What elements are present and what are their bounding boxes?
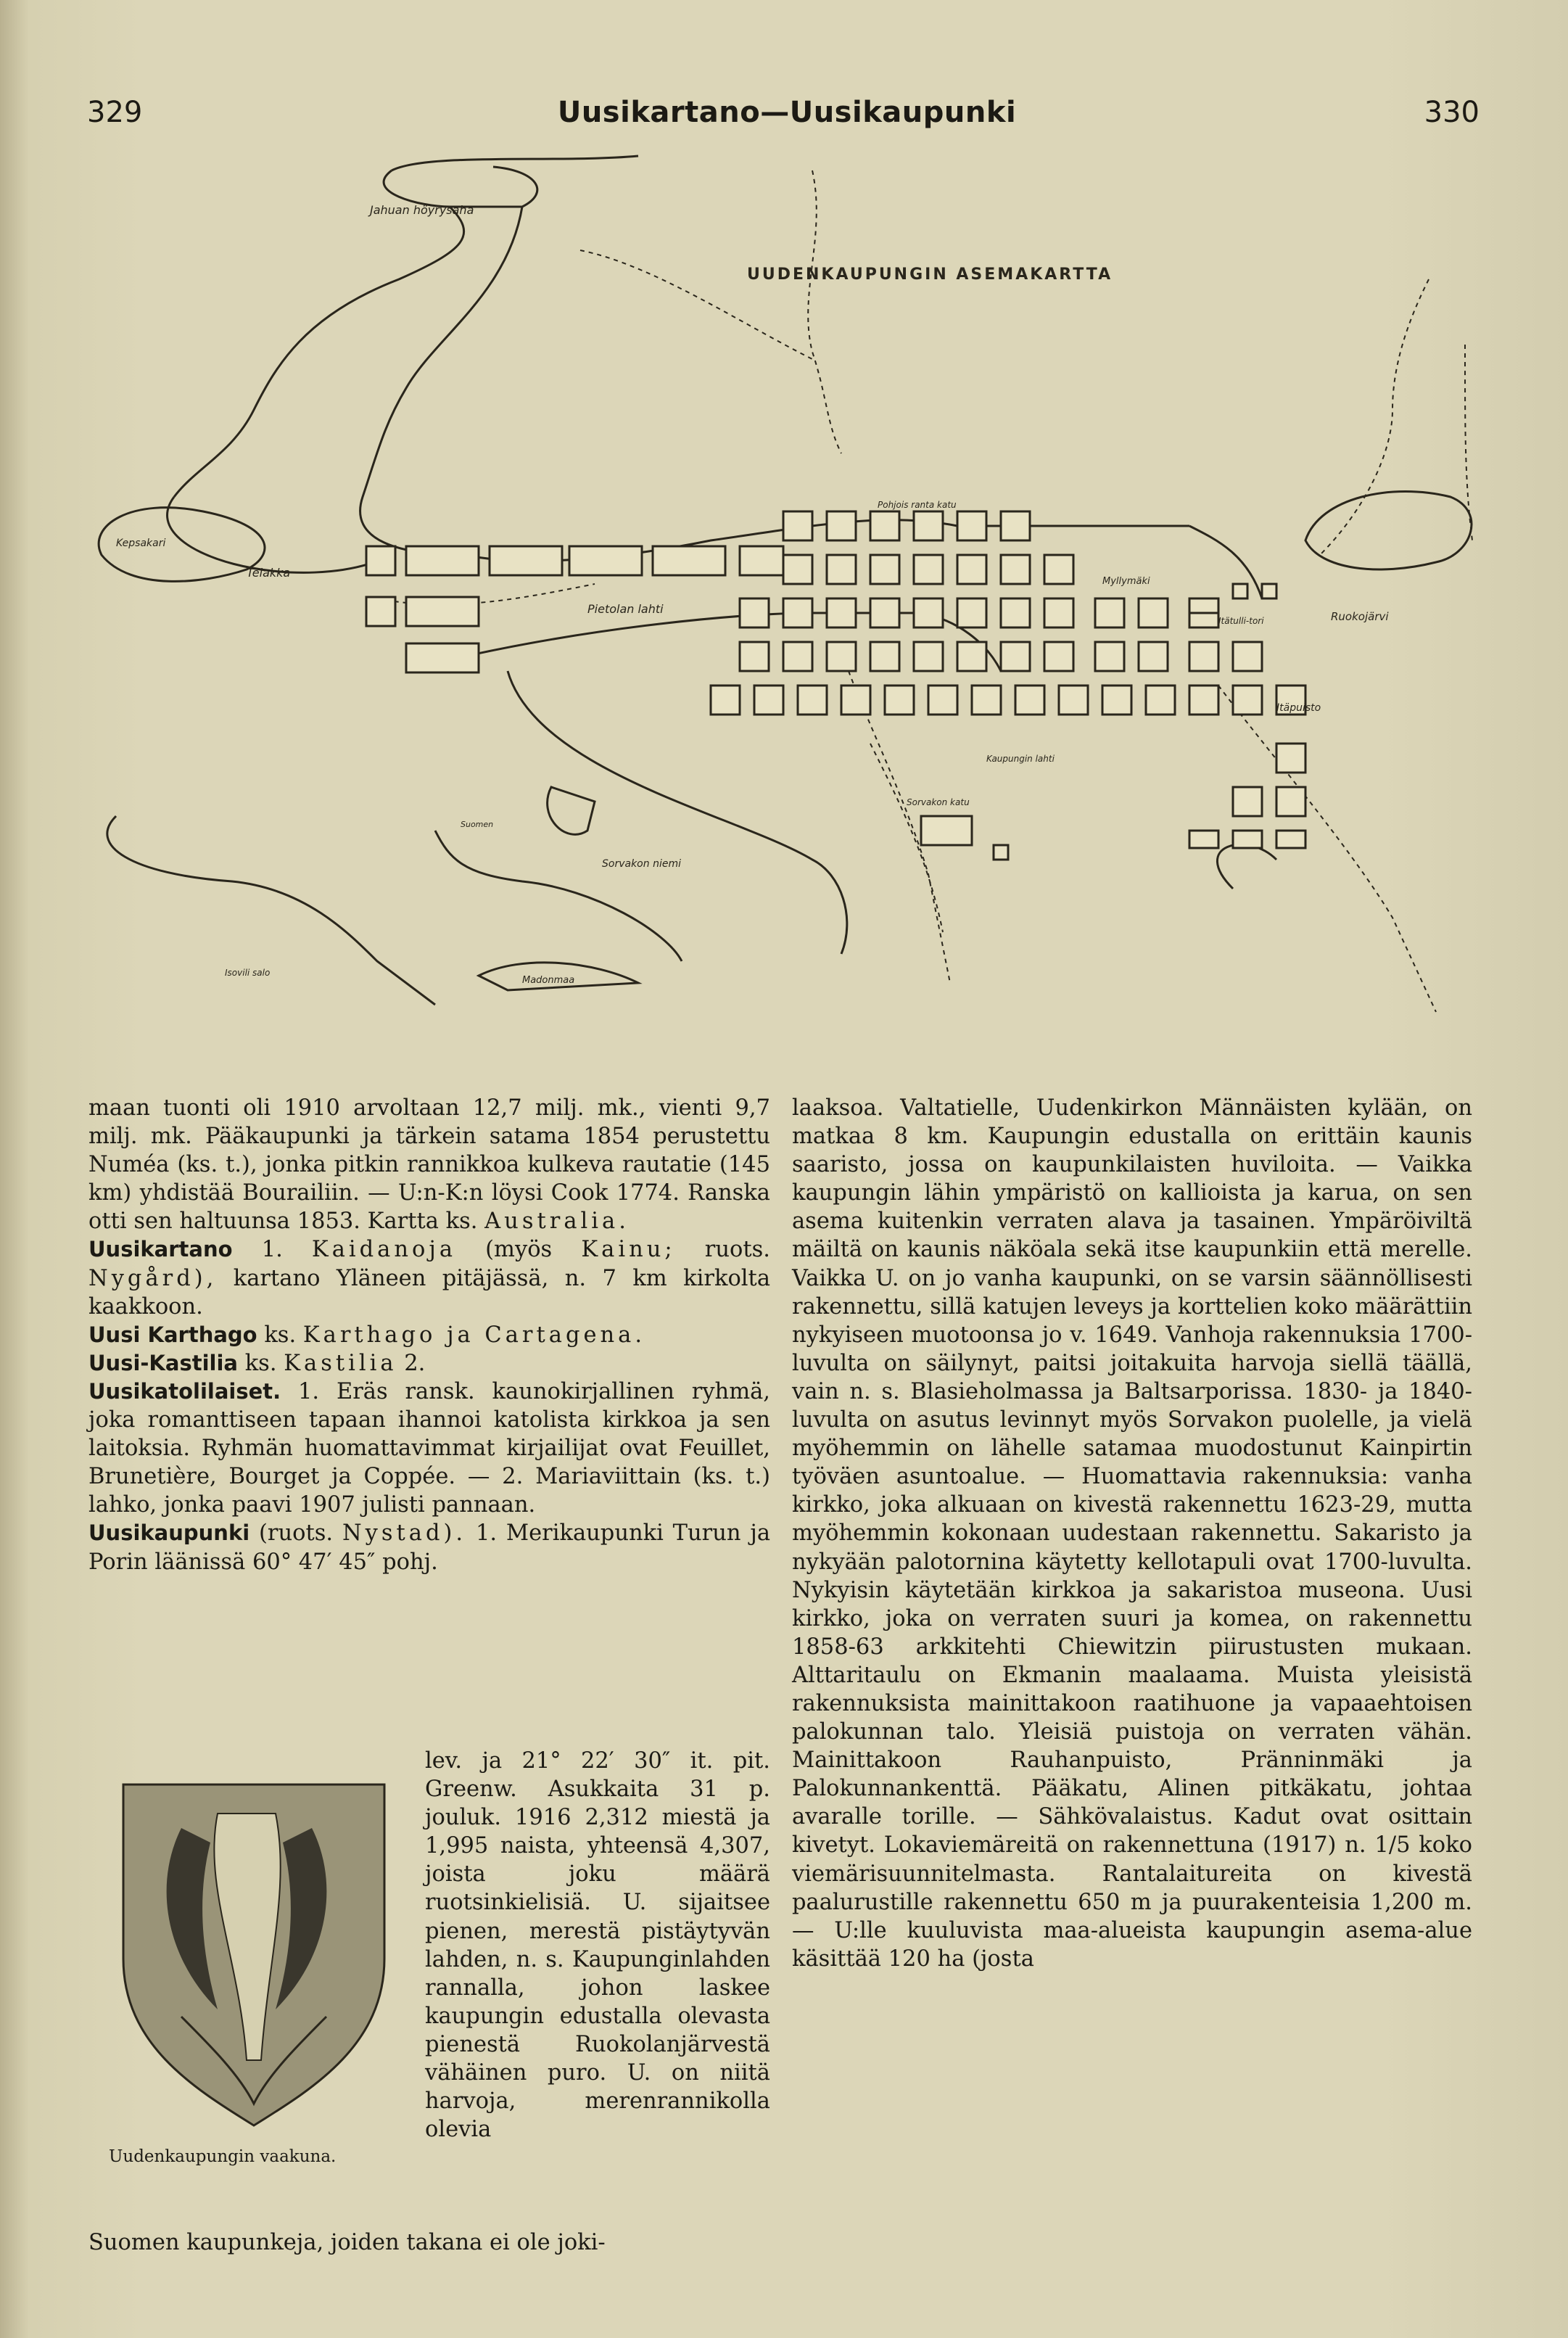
town-plan-map <box>87 149 1487 1084</box>
map-label-isovili-salo: Isovili salo <box>225 968 271 978</box>
page-title: Uusikartano—Uusikaupunki <box>557 96 1017 129</box>
left-column <box>88 1094 770 1576</box>
entry-uusikatolilaiset: Uusikatolilaiset. 1. Eräs ransk. kaunokirjallinen ryhmä, joka romanttiseen tapaan ihannoi katolista kirkkoa ja sen laitoksia. Ryhmän huomattavimmat kirjailijat ovat Feuillet, Brunetière, Bourget ja Coppée. — 2. Mariaviittain (ks. t.) lahko, jonka paavi 1907 julisti pannaan. <box>88 1378 770 1518</box>
page-header <box>87 96 1487 139</box>
page-number-right: 330 <box>1424 96 1480 129</box>
coat-of-arms-caption: Uudenkaupungin vaakuna. <box>109 2147 337 2166</box>
map-label-kepsakari: Kepsakari <box>116 538 166 549</box>
entry-australia-tail: maan tuonti oli 1910 arvoltaan 12,7 milj. mk., vienti 9,7 milj. mk. Pääkaupunki ja tärkein satama 1854 perustettu Numéa (ks. t.), jonka pitkin rannikkoa kulkeva rautatie (145 km) yhdistää Bourailiin. — U:n-K:n löysi Cook 1774. Ranska otti sen haltuunsa 1853. Kartta ks. Australia. <box>88 1095 770 1235</box>
page-number-left: 329 <box>87 96 143 129</box>
map-label-sorvakon-katu: Sorvakon katu <box>907 797 970 807</box>
coat-of-arms-image <box>94 1770 406 2133</box>
map-label-itatullitori: Itätulli-tori <box>1218 616 1264 626</box>
right-column <box>792 1094 1472 1973</box>
entry-uusi-kastilia: Uusi-Kastilia ks. Kastilia 2. <box>88 1350 426 1376</box>
map-drawing <box>87 149 1487 1084</box>
coat-of-arms-drawing <box>94 1770 406 2133</box>
map-label-sawmill: Jahuan höyrysaha <box>370 203 474 217</box>
map-label-suomi: Suomen <box>461 820 494 829</box>
map-label-pietolan-lahti: Pietolan lahti <box>587 602 664 616</box>
map-label-sorvakon-niemi: Sorvakon niemi <box>602 858 681 870</box>
map-label-telakka: Telakka <box>247 566 291 580</box>
entry-uusi-karthago: Uusi Karthago ks. Karthago ja Cartagena. <box>88 1322 646 1348</box>
map-title: UUDENKAUPUNGIN ASEMAKARTTA <box>747 266 1113 284</box>
right-column-text: laaksoa. Valtatielle, Uudenkirkon Männäisten kylään, on matkaa 8 km. Kaupungin edustalla on erittäin kaunis saaristo, jossa on kaupunkilaisten huviloita. — Vaikka kaupungin lähin ympäristö on kallioista ja karua, on sen asema kuitenkin verraten alava ja tasainen. Ympäröiviltä mäiltä on kaunis näköala sekä itse kaupunkiin että merelle. Vaikka U. on jo vanha kaupunki, on se varsin säännöllisesti rakennettu, sillä katujen leveys ja korttelien koko määrättiin nykyiseen muotoonsa jo v. 1649. Vanhoja rakennuksia 1700-luvulta on säilynyt, paitsi joitakuita harvoja siellä täällä, vain n. s. Blasieholmassa ja Baltsarporissa. 1830- ja 1840-luvulta on asutus levinnyt myös Sorvakon puolelle, ja vielä myöhemmin on lähelle satamaa muodostunut Kainpirtin työväen asuntoalue. — Huomattavia rakennuksia: vanha kirkko, joka alkuaan on kivestä rakennettu 1623-29, mutta myöhemmin kokonaan uudestaan rakennettu. Sakaristo ja nykyään palotornina käytetty kellotapuli ovat 1700-luvulta. Nykyisin käytetään kirkkoa ja sakaristoa museona. Uusi kirkko, joka on verraten suuri ja komea, on rakennettu 1858-63 arkkitehti Chiewitzin piirustusten mukaan. Alttaritaulu on Ekmanin maalaama. Muista yleisistä rakennuksista mainittakoon raatihuone ja vapaaehtoisen palokunnan talo. Yleisiä puistoja on verraten vähän. Mainittakoon Rauhanpuisto, Pränninmäki ja Palokunnankenttä. Pääkatu, Alinen pitkäkatu, johtaa avaralle torille. — Sähkövalaistus. Kadut ovat osittain kivetyt. Lokaviemäreitä on rakennettuna (1917) n. 1/5 koko viemärisuunnitelmasta. Rantalaitureita on kivestä paalurustille rakennettu 650 m ja puurakenteisia 1,200 m. — U:lle kuuluvista maa-alueista kaupungin asema-alue käsittää 120 ha (josta <box>792 1095 1472 1972</box>
entry-uusikartano: Uusikartano 1. Kaidanoja (myös Kainu; ruots. Nygård), kartano Yläneen pitäjässä, n. 7 km kirkolta kaakkoon. <box>88 1237 770 1320</box>
entry-uusikaupunki-continued: lev. ja 21° 22′ 30″ it. pit. Greenw. Asukkaita 31 p. jouluk. 1916 2,312 miestä ja 1,995 naista, yhteensä 4,307, joista joku määrä ruotsinkielisiä. U. sijaitsee pienen, merestä pistäytyvän lahden, n. s. Kaupunginlahden rannalla, johon laskee kaupungin edustalla olevasta pienestä Ruokolanjärvestä vähäinen puro. U. on niitä harvoja, merenrannikolla olevia <box>425 1748 770 2143</box>
map-label-ruokojarvi: Ruokojärvi <box>1331 610 1389 623</box>
map-label-kaupunginlahti: Kaupungin lahti <box>986 754 1055 764</box>
map-label-myllymaki: Myllymäki <box>1102 576 1150 587</box>
map-label-madonmaa: Madonmaa <box>522 975 575 986</box>
entry-uusikaupunki: Uusikaupunki (ruots. Nystad). 1. Merikaupunki Turun ja Porin läänissä 60° 47′ 45″ pohj. <box>88 1520 771 1575</box>
entry-uusikaupunki-last-line: Suomen kaupunkeja, joiden takana ei ole joki- <box>88 2230 606 2255</box>
map-label-itapuisto: Itäpuisto <box>1276 702 1321 714</box>
map-label-pohjoiskatu: Pohjois ranta katu <box>878 500 957 510</box>
